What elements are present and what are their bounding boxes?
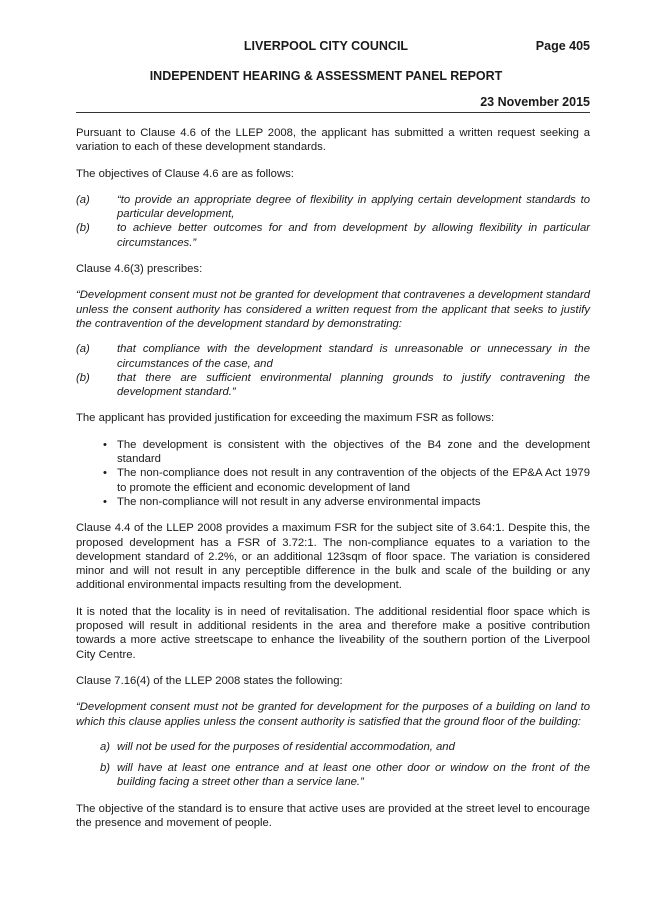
paragraph: Pursuant to Clause 4.6 of the LLEP 2008, the applicant has submitted a written request seeking a variation to each of these development standards. xyxy=(76,127,590,154)
list-item-text: will have at least one entrance and at least one other door or window on the front of the building facing a street other than a service lane.” xyxy=(117,762,590,789)
paragraph: The objective of the standard is to ensure that active uses are provided at the street level to encourage the presence and movement of people. xyxy=(76,802,590,829)
quoted-paragraph: “Development consent must not be granted for development that contravenes a development standard unless the consent authority has considered a written request from the applicant that seeks to justify the contravention of the development standard by demonstrating: xyxy=(76,289,590,330)
list-item-text: to achieve better outcomes for and from development by allowing flexibility in particular circumstances.” xyxy=(117,222,590,249)
objectives-list xyxy=(76,193,590,250)
list-item xyxy=(76,221,590,250)
demonstrating-list xyxy=(76,342,590,399)
paragraph: It is noted that the locality is in need of revitalisation. The additional residential floor space which is proposed will result in additional residents in the area and therefore make a positive contribution towards a more active streetscape to enhance the liveability of the southern portion of the Liverpool City Centre. xyxy=(76,605,590,661)
bullet-text: The non-compliance does not result in any contravention of the objects of the EP&A Act 1979 to promote the efficient and economic development of land xyxy=(117,467,590,494)
paragraph: Clause 4.4 of the LLEP 2008 provides a maximum FSR for the subject site of 3.64:1. Despite this, the proposed development has a FSR of 3.72:1. The non-compliance equates to a variation to the development standard of 2.2%, or an additional 123sqm of floor space. The variation is considered minor and will not result in any perceptible difference in the bulk and scale of the building or any additional environmental impacts resulting from the development. xyxy=(76,522,590,592)
bullet-icon: • xyxy=(103,495,107,508)
list-marker: (a) xyxy=(76,343,90,356)
council-name: LIVERPOOL CITY COUNCIL xyxy=(243,39,409,53)
list-item xyxy=(76,342,590,371)
bullet-item xyxy=(76,495,590,509)
list-item xyxy=(76,371,590,400)
paragraph: The objectives of Clause 4.6 are as follows: xyxy=(76,167,294,180)
list-marker: (b) xyxy=(76,222,90,235)
ground-floor-list xyxy=(76,740,590,790)
list-item-text: that there are sufficient environmental planning grounds to justify contravening the development standard.” xyxy=(117,371,590,399)
list-item-text: “to provide an appropriate degree of flexibility in applying certain development standards to particular development, xyxy=(117,193,590,221)
quoted-paragraph: “Development consent must not be granted for development for the purposes of a building on land to which this clause applies unless the consent authority is satisfied that the ground floor of the building: xyxy=(76,701,590,728)
list-marker: b) xyxy=(100,762,111,775)
justification-list xyxy=(76,438,590,509)
list-item xyxy=(76,193,590,222)
bullet-text: The non-compliance will not result in any adverse environmental impacts xyxy=(117,495,481,508)
page-number: Page 405 xyxy=(535,39,590,53)
paragraph: Clause 7.16(4) of the LLEP 2008 states the following: xyxy=(76,674,343,687)
bullet-text: The development is consistent with the objectives of the B4 zone and the development standard xyxy=(117,438,590,466)
list-marker: (a) xyxy=(76,193,90,206)
list-marker: (b) xyxy=(76,371,90,384)
report-title: INDEPENDENT HEARING & ASSESSMENT PANEL REPORT xyxy=(149,69,503,83)
list-item xyxy=(76,761,590,790)
header-rule xyxy=(76,112,590,113)
report-body xyxy=(76,126,590,830)
paragraph: The applicant has provided justification for exceeding the maximum FSR as follows: xyxy=(76,412,495,425)
paragraph: Clause 4.6(3) prescribes: xyxy=(76,263,203,276)
bullet-icon: • xyxy=(103,438,107,451)
list-item-text: will not be used for the purposes of residential accommodation, and xyxy=(117,740,455,753)
list-marker: a) xyxy=(100,740,111,753)
bullet-icon: • xyxy=(103,467,107,480)
report-date: 23 November 2015 xyxy=(480,95,590,109)
list-item xyxy=(76,740,590,754)
list-item-text: that compliance with the development standard is unreasonable or unnecessary in the circumstances of the case, and xyxy=(117,343,590,370)
bullet-item xyxy=(76,466,590,495)
bullet-item xyxy=(76,438,590,467)
